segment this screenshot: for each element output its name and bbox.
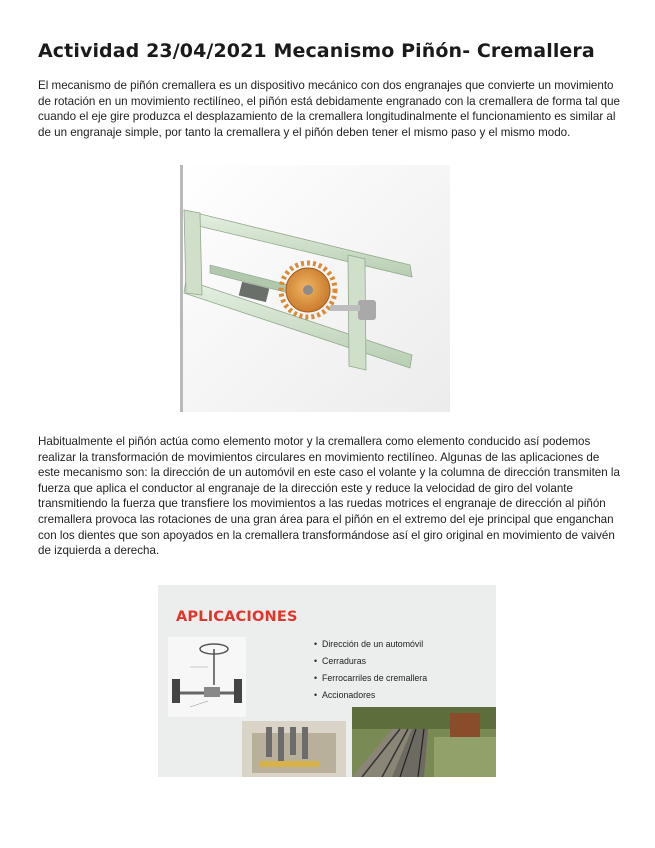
lock-mechanism-image [242, 721, 346, 777]
list-item-label: Accionadores [322, 690, 376, 700]
cog-railway-image [352, 707, 496, 777]
list-item [314, 636, 427, 653]
page-title: Actividad 23/04/2021 Mecanismo Piñón- Cremallera [38, 40, 595, 62]
bullet-marker: • [314, 639, 318, 649]
list-item-label: Ferrocarriles de cremallera [322, 673, 428, 683]
rack-pinion-figure [180, 165, 450, 412]
list-item-label: Cerraduras [322, 656, 367, 666]
applications-paragraph: Habitualmente el piñón actúa como elemento motor y la cremallera como elemento conducido así podemos realizar la transformación de movimientos circulares en movimiento rectilíneo. Algunas de las aplicaciones de este mecanismo son: la dirección de un automóvil en este caso el volante y la columna de dirección transmiten la fuerza que aplica el conductor al engranaje de la dirección este y reduce la velocidad de giro del volante transmitiendo la fuerza que transfiere los movimientos a las ruedas motrices el engranaje de dirección al piñón cremallera provoca las rotaciones de una gran área para el piñón en el extremo del eje principal que enganchan con los dientes que son apoyados en la cremallera transformándose así el giro original en movimiento de vaivén de izquierda a derecha. [38, 435, 620, 558]
applications-title: APLICACIONES [176, 609, 298, 625]
list-item-label: Dirección de un automóvil [322, 639, 424, 649]
list-item [314, 670, 427, 687]
applications-slide [158, 585, 496, 777]
bullet-marker: • [314, 656, 318, 666]
list-item [314, 653, 427, 670]
list-item [314, 687, 427, 704]
steering-diagram [168, 637, 246, 717]
intro-paragraph: El mecanismo de piñón cremallera es un dispositivo mecánico con dos engranajes que convierte un movimiento de rotación en un movimiento rectilíneo, el piñón está debidamente engranado con la cremallera de forma tal que cuando el eje gire produzca el desplazamiento de la cremallera longitudinalmente el funcionamiento es similar al de un engranaje simple, por tanto la cremallera y el piñón deben tener el mismo paso y el mismo modo. [38, 79, 620, 139]
bullet-marker: • [314, 690, 318, 700]
bullet-marker: • [314, 673, 318, 683]
applications-list [314, 636, 427, 704]
